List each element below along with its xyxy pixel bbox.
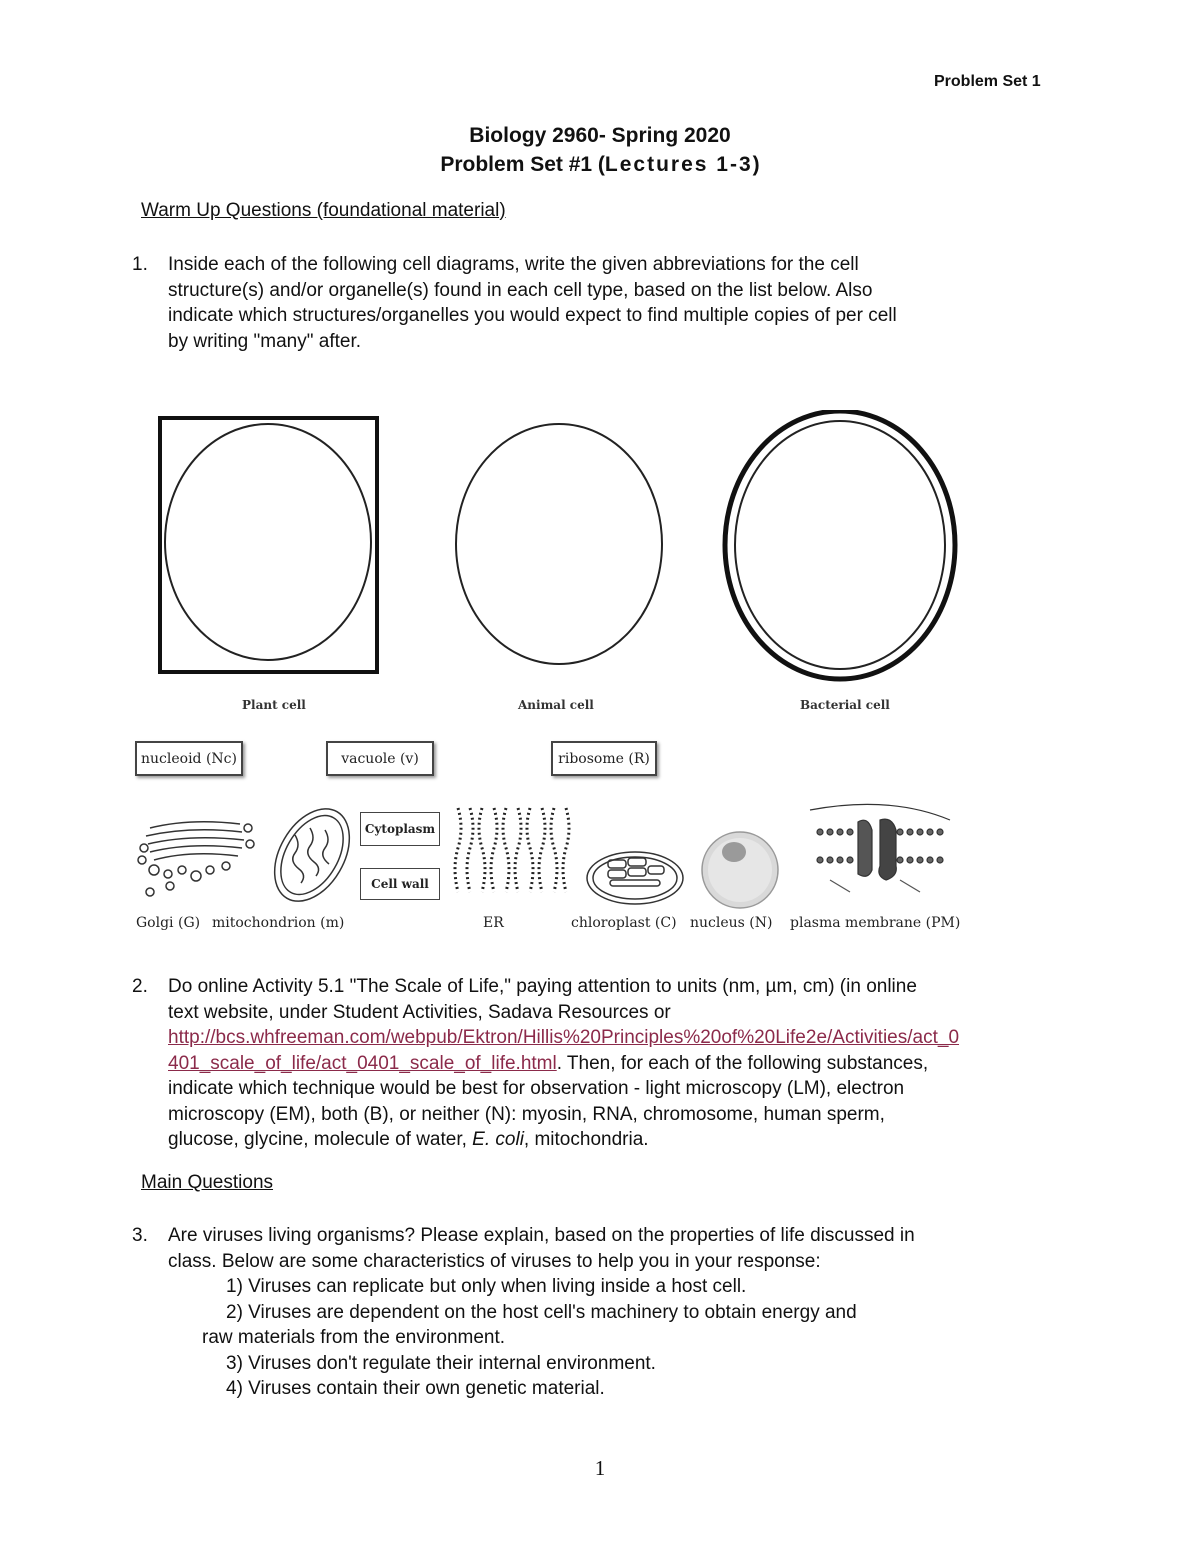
er-icon [455, 808, 569, 892]
chloroplast-label: chloroplast (C) [571, 915, 677, 931]
question-3-line: Are viruses living organisms? Please explain, based on the properties of life discussed in [168, 1225, 915, 1246]
virus-characteristic: 4) Viruses contain their own genetic material. [226, 1378, 605, 1399]
plant-cell-label: Plant cell [242, 698, 306, 712]
question-1-line: indicate which structures/organelles you would expect to find multiple copies of per cell [168, 305, 897, 326]
question-3-number: 3. [132, 1225, 148, 1246]
cytoplasm-label-box: Cytoplasm [360, 812, 440, 846]
virus-characteristic: 2) Viruses are dependent on the host cell's machinery to obtain energy and [226, 1301, 857, 1323]
mitochondrion-icon [259, 800, 364, 910]
question-2-line: indicate which technique would be best for observation - light microscopy (LM), electron [168, 1078, 905, 1099]
golgi-label: Golgi (G) [136, 915, 201, 931]
animal-cell-diagram [456, 424, 662, 664]
page-number: 1 [594, 1456, 606, 1480]
plasma-membrane-icon [810, 804, 950, 892]
virus-characteristic: 3) Viruses don't regulate their internal environment. [226, 1352, 656, 1374]
question-2 [132, 974, 1072, 1154]
subtitle-suffix: ) [752, 153, 760, 176]
golgi-icon [138, 822, 254, 896]
question-3-line: class. Below are some characteristics of viruses to help you in your response: [168, 1250, 821, 1272]
question-2-line: text website, under Student Activities, Sadava Resources or [168, 1001, 671, 1023]
nucleus-label: nucleus (N) [690, 915, 773, 931]
question-1-line: by writing "many" after. [168, 330, 362, 352]
document-title: Biology 2960- Spring 2020 [469, 124, 731, 147]
plant-cell-diagram [160, 418, 377, 672]
question-1-line: structure(s) and/or organelle(s) found in each cell type, based on the list below. Also [168, 279, 873, 301]
subtitle-prefix: Problem Set #1 ( [440, 153, 605, 176]
warmup-heading: Warm Up Questions (foundational material) [141, 200, 506, 221]
scale-of-life-link[interactable]: http://bcs.whfreeman.com/webpub/Ektron/Hillis%20Principles%20of%20Life2e/Activities/act_0 [168, 1027, 960, 1048]
subtitle-lectures: Lectures 1-3 [604, 153, 753, 176]
nucleus-icon [702, 832, 778, 908]
question-1-line: Inside each of the following cell diagrams, write the given abbreviations for the cell [168, 254, 859, 275]
question-3-text [168, 1223, 1068, 1402]
question-2-text [168, 974, 1068, 1153]
running-header: Problem Set 1 [934, 73, 1041, 90]
ribosome-label-box: ribosome (R) [551, 741, 657, 776]
question-3 [132, 1223, 1072, 1403]
mitochondrion-label: mitochondrion (m) [212, 915, 345, 931]
question-2-line: . Then, for each of the following substances, [556, 1052, 929, 1074]
plasma-membrane-label: plasma membrane (PM) [790, 915, 961, 931]
question-2-line: microscopy (EM), both (B), or neither (N): myosin, RNA, chromosome, human sperm, [168, 1103, 885, 1125]
bacterial-cell-label: Bacterial cell [800, 698, 890, 712]
question-1-number: 1. [132, 254, 148, 275]
nucleoid-label-box: nucleoid (Nc) [135, 741, 243, 776]
animal-cell-label: Animal cell [518, 698, 594, 712]
document-subtitle [0, 153, 1200, 177]
virus-characteristic: raw materials from the environment. [202, 1327, 506, 1348]
organelle-illustrations [130, 800, 970, 910]
question-1 [132, 252, 1072, 362]
bacterial-cell-diagram [725, 411, 955, 679]
cell-wall-label-box: Cell wall [360, 868, 440, 900]
question-2-line: , mitochondria. [523, 1129, 649, 1150]
er-label: ER [483, 915, 504, 931]
question-2-line: glucose, glycine, molecule of water, [168, 1129, 473, 1150]
question-1-text [168, 252, 1068, 354]
cell-diagrams [150, 410, 980, 690]
chloroplast-icon [587, 852, 683, 904]
virus-characteristic: 1) Viruses can replicate but only when living inside a host cell. [226, 1276, 747, 1297]
e-coli-italic: E. coli [472, 1129, 524, 1150]
question-2-number: 2. [132, 976, 148, 997]
main-heading: Main Questions [141, 1172, 274, 1193]
scale-of-life-link-continued[interactable]: 401_scale_of_life/act_0401_scale_of_life.html [168, 1052, 557, 1074]
question-2-line: Do online Activity 5.1 "The Scale of Life," paying attention to units (nm, µm, cm) (in online [168, 976, 917, 997]
vacuole-label-box: vacuole (v) [326, 741, 434, 776]
